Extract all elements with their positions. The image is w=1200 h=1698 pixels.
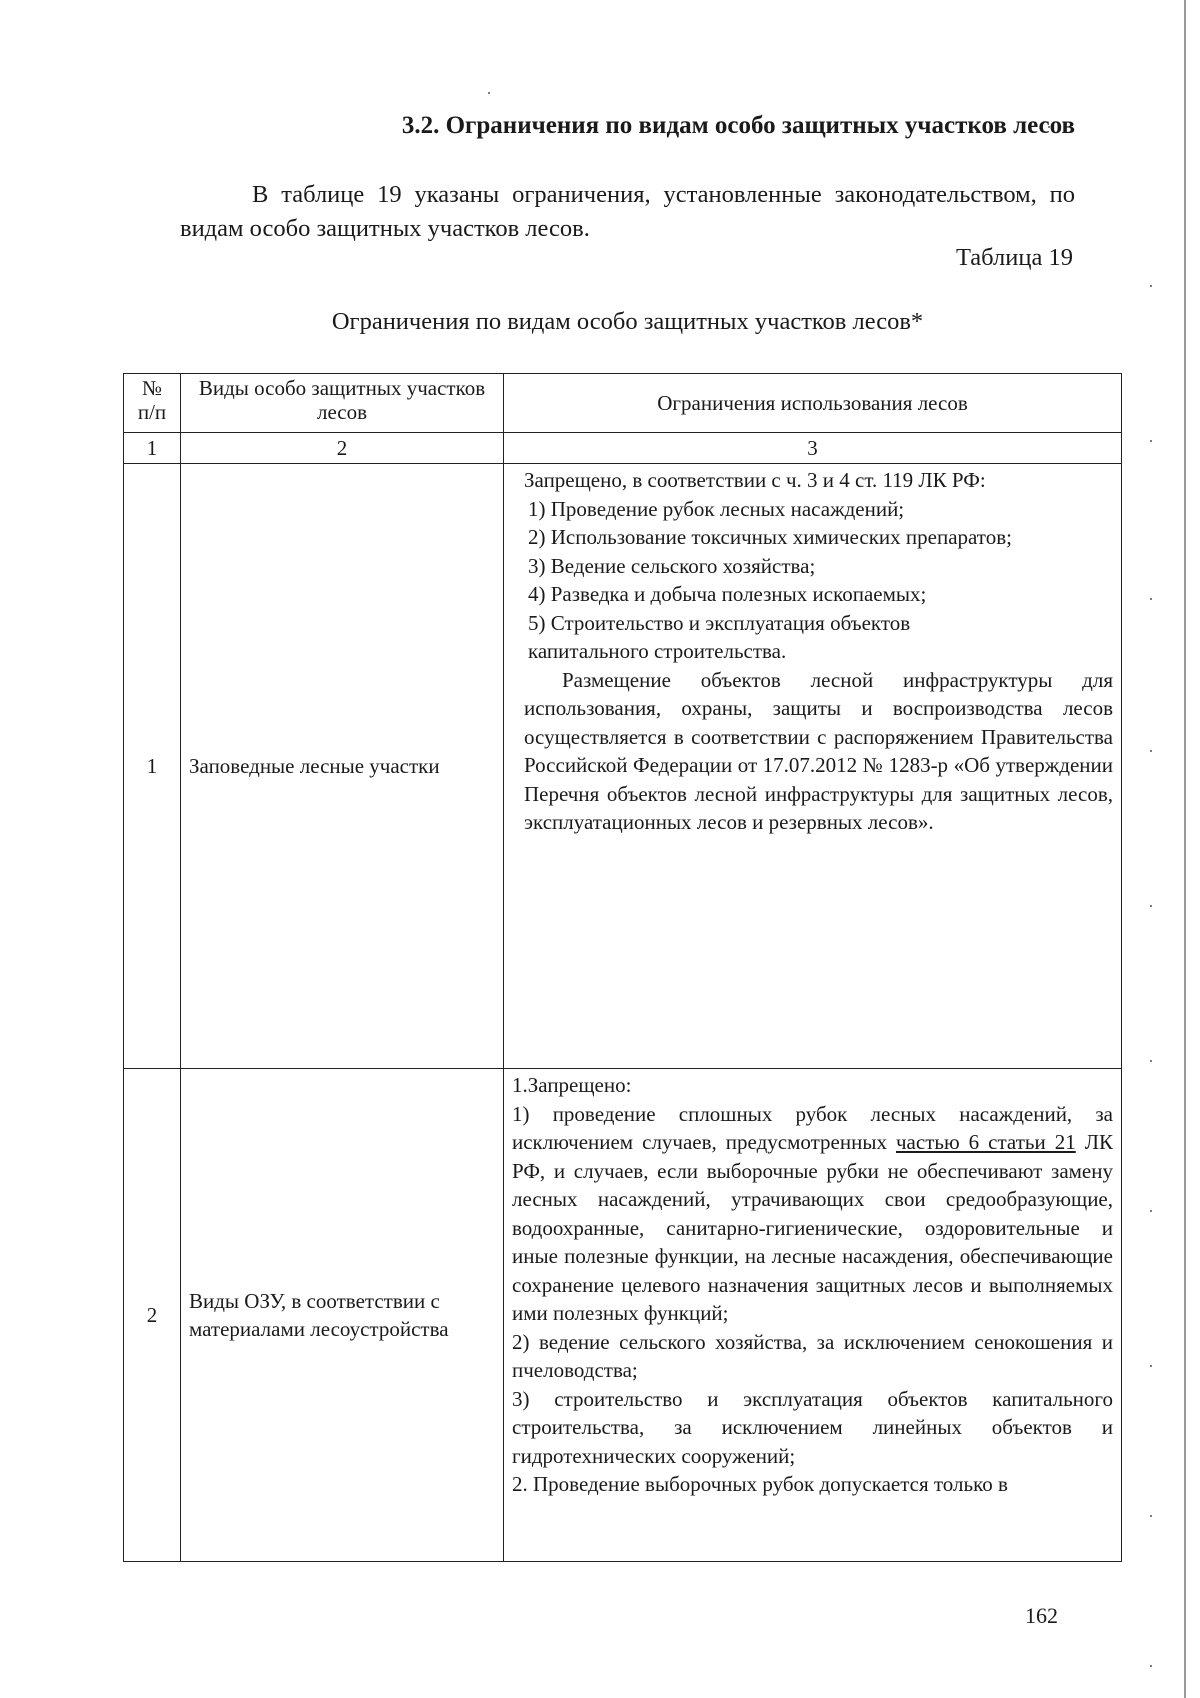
scan-speck — [1150, 1210, 1152, 1212]
restrictions-paragraph: Размещение объектов лесной инфраструктуры для использования, охраны, защиты и воспроизводства лесов осуществляется в соответствии с распоряжением Правительства Российской Федерации от 17.07.2012 № 1283-р «Об утверждении Перечня объектов лесной инфраструктуры для защитных лесов, эксплуатационных лесов и резервных лесов». — [524, 667, 1113, 834]
list-item: 3) строительство и эксплуатация объектов капитального строительства, за исключением линейных объектов и гидротехнических сооружений; — [512, 1386, 1113, 1468]
column-number: 1 — [124, 433, 181, 464]
row-number: 2 — [124, 1069, 181, 1562]
page-number: 162 — [1025, 1603, 1058, 1628]
row-number: 1 — [124, 464, 181, 1069]
list-item: 2) ведение сельского хозяйства, за исключением сенокошения и пчеловодства; — [512, 1329, 1113, 1382]
restrictions-table — [123, 373, 1122, 1562]
scan-speck — [1150, 905, 1152, 907]
item-text: 1) проведение сплошных рубок лесных насаждений, за исключением случаев, предусмотренных — [512, 1101, 1113, 1154]
restrictions-lead: Запрещено, в соответствии с ч. 3 и 4 ст. 119 ЛК РФ: — [524, 468, 986, 492]
list-item — [512, 1100, 1113, 1328]
list-item: 2. Проведение выборочных рубок допускается только в — [512, 1472, 1008, 1496]
column-number-row — [124, 433, 1122, 464]
scan-speck — [1150, 440, 1152, 442]
table-number: Таблица 19 — [955, 244, 1073, 271]
table-row — [124, 1069, 1122, 1562]
column-number: 2 — [181, 433, 504, 464]
section-heading: 3.2. Ограничения по видам особо защитных участков лесов — [401, 112, 1075, 139]
scan-speck — [1150, 750, 1152, 752]
list-item: 2) Использование токсичных химических препаратов; — [528, 525, 1012, 549]
table-header-row — [124, 374, 1122, 433]
header-number: № п/п — [124, 374, 181, 433]
plot-type: Заповедные лесные участки — [181, 464, 504, 1069]
scan-edge — [1184, 0, 1186, 1698]
header-plot-type: Виды особо защитных участков лесов — [181, 374, 504, 433]
scan-speck — [1150, 285, 1152, 287]
scan-speck — [1150, 1665, 1152, 1667]
table-row — [124, 464, 1122, 1069]
restrictions-cell — [504, 1069, 1122, 1562]
intro-paragraph: В таблице 19 указаны ограничения, установленные законодательством, по видам особо защитных участков лесов. — [180, 181, 1075, 242]
scan-speck — [1150, 1365, 1152, 1367]
list-item: 1) Проведение рубок лесных насаждений; — [528, 496, 905, 521]
scan-speck — [1150, 1060, 1152, 1062]
table-title: Ограничения по видам особо защитных участков лесов* — [331, 308, 924, 335]
restrictions-cell — [504, 464, 1122, 1069]
header-restrictions: Ограничения использования лесов — [504, 374, 1122, 433]
list-item: 4) Разведка и добыча полезных ископаемых; — [528, 582, 927, 606]
scan-speck — [1150, 1515, 1152, 1517]
list-item: 3) Ведение сельского хозяйства; — [528, 553, 816, 578]
scan-speck — [1150, 598, 1152, 600]
list-item: 5) Строительство и эксплуатация объектов капитального строительства. — [528, 610, 911, 663]
item-text: ЛК РФ, и случаев, если выборочные рубки не обеспечивают замену лесных насаждений, утрачивающих свои средообразующие, водоохранные, санитарно-гигиенические, оздоровительные и иные полезные функции, на лесные насаждения, обеспечивающие сохранение целевого назначения защитных лесов и выполняемых ими полезных функций; — [512, 1130, 1114, 1325]
restrictions-lead: 1.Запрещено: — [512, 1073, 632, 1097]
plot-type: Виды ОЗУ, в соответствии с материалами лесоустройства — [181, 1069, 504, 1562]
law-reference-link[interactable]: частью 6 статьи 21 — [895, 1130, 1076, 1154]
column-number: 3 — [504, 433, 1122, 464]
scan-speck — [488, 92, 490, 94]
